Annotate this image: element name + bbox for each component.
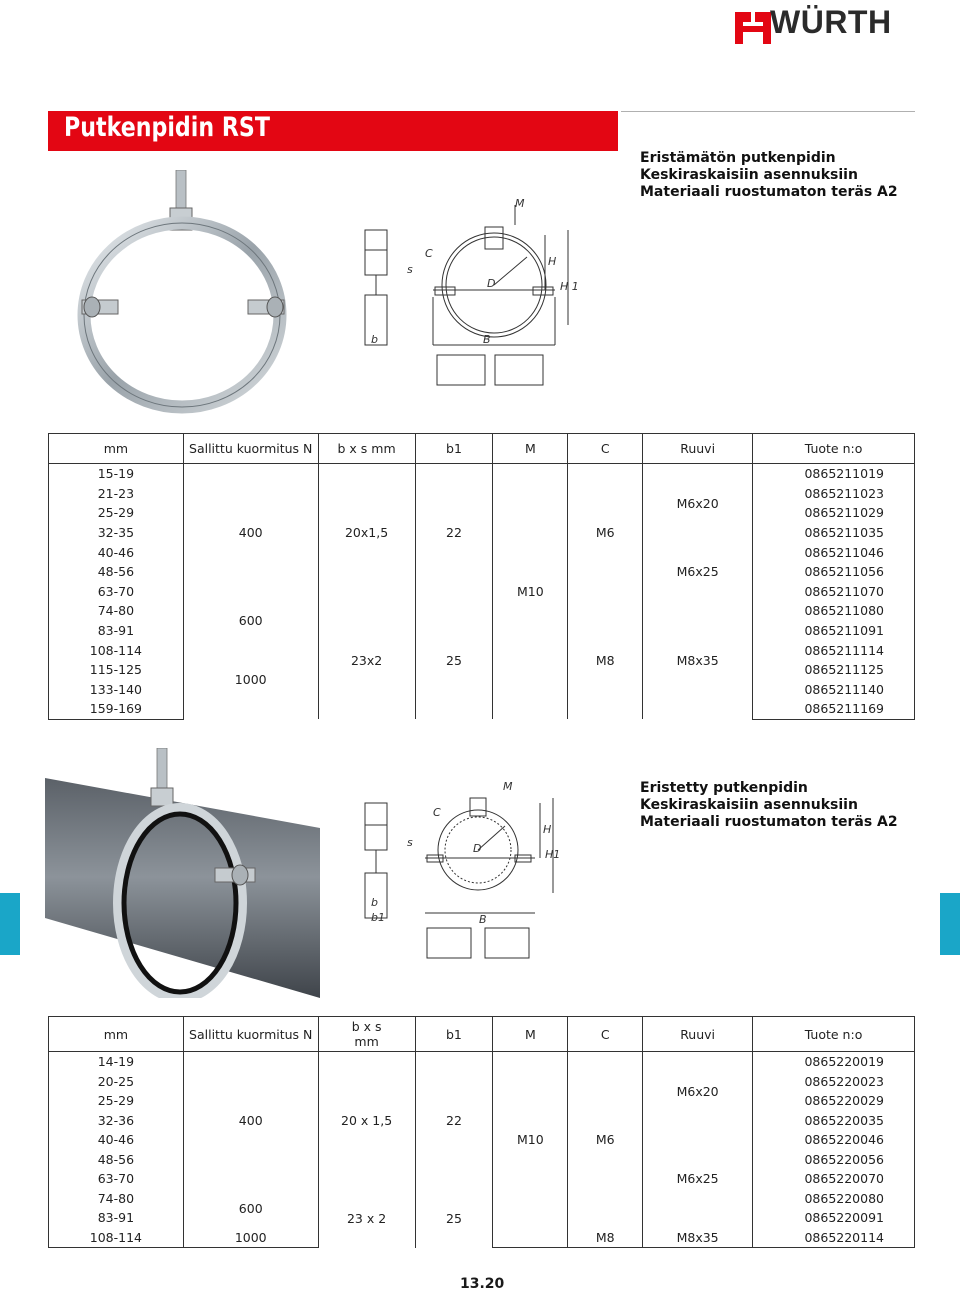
m-cell: M10: [493, 464, 568, 720]
bxs-cell: 20 x 1,5: [318, 1052, 415, 1189]
product-code: 0865211125: [753, 660, 915, 680]
size-cell: 20-25: [49, 1072, 184, 1092]
load-cell: 400: [183, 1052, 318, 1189]
product-code: 0865220056: [753, 1150, 915, 1170]
bxs-cell: 20x1,5: [318, 464, 415, 602]
m-cell: [493, 1228, 568, 1248]
col-header: Sallittu kuormitus N: [183, 1017, 318, 1052]
size-cell: 133-140: [49, 680, 184, 700]
dim-label: b1: [371, 911, 385, 924]
col-header: Sallittu kuormitus N: [183, 434, 318, 464]
col-header: M: [493, 434, 568, 464]
b1-cell: 22: [415, 464, 493, 602]
size-cell: 115-125: [49, 660, 184, 680]
desc-line: Keskiraskaisiin asennuksiin: [640, 167, 858, 183]
size-cell: 83-91: [49, 1208, 184, 1228]
screw-cell: M8x35: [643, 1228, 753, 1248]
size-cell: 14-19: [49, 1052, 184, 1072]
table-header-row: [49, 434, 915, 464]
dim-label: H: [548, 255, 557, 268]
wurth-logo-icon: [733, 8, 773, 48]
product-code: 0865220114: [753, 1228, 915, 1248]
page-number: 13.20: [460, 1276, 505, 1292]
technical-drawing-1: [355, 195, 580, 390]
size-cell: 74-80: [49, 601, 184, 621]
product-code: 0865211056: [753, 562, 915, 582]
size-cell: 48-56: [49, 562, 184, 582]
dim-label: D: [487, 277, 496, 290]
section2-description: [640, 780, 898, 831]
product-code: 0865211080: [753, 601, 915, 621]
dim-label: s: [407, 263, 413, 276]
size-cell: 15-19: [49, 464, 184, 484]
col-header: M: [493, 1017, 568, 1052]
dim-label: B: [483, 333, 491, 346]
product-code: 0865220091: [753, 1208, 915, 1228]
dim-label: B: [479, 913, 487, 926]
side-tab-left: [0, 893, 20, 955]
product-code: 0865211029: [753, 503, 915, 523]
dim-label: s: [407, 836, 413, 849]
dim-label: C: [425, 247, 433, 260]
c-cell: M8: [568, 601, 643, 719]
product-code: 0865220046: [753, 1130, 915, 1150]
b1-cell: 22: [415, 1052, 493, 1189]
col-header: b1: [415, 1017, 493, 1052]
table-row: [49, 1189, 915, 1209]
screw-cell: M6x25: [643, 542, 753, 601]
insulated-clamp-photo: [45, 748, 325, 998]
product-code: 0865211023: [753, 484, 915, 504]
c-cell: M6: [568, 464, 643, 602]
desc-line: Keskiraskaisiin asennuksiin: [640, 797, 858, 813]
product-code: 0865220029: [753, 1091, 915, 1111]
product-code: 0865211140: [753, 680, 915, 700]
col-header: Tuote n:o: [753, 434, 915, 464]
c-cell: M8: [568, 1228, 643, 1248]
product-code: 0865220019: [753, 1052, 915, 1072]
product-code: 0865211046: [753, 542, 915, 562]
size-cell: 83-91: [49, 621, 184, 641]
table-row: [49, 1052, 915, 1072]
dim-label: D: [473, 842, 482, 855]
product-code: 0865220080: [753, 1189, 915, 1209]
m-cell: M10: [493, 1052, 568, 1228]
col-header: Ruuvi: [643, 1017, 753, 1052]
table-header-row: [49, 1017, 915, 1052]
desc-line: Eristetty putkenpidin: [640, 780, 808, 796]
product-code: 0865211019: [753, 464, 915, 484]
size-cell: 48-56: [49, 1150, 184, 1170]
size-cell: 108-114: [49, 1228, 184, 1248]
product-code: 0865211169: [753, 699, 915, 719]
col-header: b x s mm: [318, 1017, 415, 1052]
desc-line: Materiaali ruostumaton teräs A2: [640, 184, 898, 200]
c-cell: M6: [568, 1052, 643, 1228]
screw-cell: M8x35: [643, 601, 753, 719]
load-cell: 1000: [183, 640, 318, 719]
side-tab-right: [940, 893, 960, 955]
screw-cell: M6x20: [643, 1052, 753, 1131]
size-cell: 159-169: [49, 699, 184, 719]
screw-cell: M6x20: [643, 464, 753, 543]
page-title: Putkenpidin RST: [64, 112, 270, 143]
spec-table-uninsulated: [48, 433, 915, 720]
col-header: mm: [49, 1017, 184, 1052]
product-code: 0865211070: [753, 582, 915, 602]
size-cell: 21-23: [49, 484, 184, 504]
product-code: 0865211035: [753, 523, 915, 543]
size-cell: 25-29: [49, 503, 184, 523]
spec-table-insulated: [48, 1016, 915, 1248]
dim-label: H1: [545, 848, 561, 861]
product-code: 0865220035: [753, 1111, 915, 1131]
screw-cell: M6x25: [643, 1130, 753, 1228]
col-header: mm: [49, 434, 184, 464]
size-cell: 32-35: [49, 523, 184, 543]
pipe-clamp-photo: [70, 170, 310, 420]
size-cell: 40-46: [49, 1130, 184, 1150]
col-header: b1: [415, 434, 493, 464]
product-code: 0865220070: [753, 1169, 915, 1189]
dim-label: M: [503, 780, 513, 793]
product-code: 0865211114: [753, 640, 915, 660]
dim-label: H 1: [560, 280, 579, 293]
col-header: C: [568, 434, 643, 464]
product-code: 0865211091: [753, 621, 915, 641]
table-row: [49, 464, 915, 484]
load-cell: 600: [183, 601, 318, 640]
dim-label: M: [515, 197, 525, 210]
title-divider: [621, 111, 915, 112]
desc-line: Eristämätön putkenpidin: [640, 150, 836, 166]
size-cell: 40-46: [49, 542, 184, 562]
size-cell: 108-114: [49, 640, 184, 660]
b1-cell: 25: [415, 601, 493, 719]
col-header: Tuote n:o: [753, 1017, 915, 1052]
technical-drawing-2: [355, 778, 565, 963]
dim-label: H: [543, 823, 552, 836]
load-cell: 1000: [183, 1228, 318, 1248]
size-cell: 74-80: [49, 1189, 184, 1209]
table-row: [49, 601, 915, 621]
load-cell: 600: [183, 1189, 318, 1228]
b1-cell: 25: [415, 1189, 493, 1248]
col-header: Ruuvi: [643, 434, 753, 464]
brand-name: WÜRTH: [770, 4, 892, 40]
section1-description: [640, 150, 898, 201]
dim-label: C: [433, 806, 441, 819]
bxs-cell: 23x2: [318, 601, 415, 719]
dim-label: b: [371, 333, 378, 346]
size-cell: 63-70: [49, 582, 184, 602]
size-cell: 63-70: [49, 1169, 184, 1189]
desc-line: Materiaali ruostumaton teräs A2: [640, 814, 898, 830]
size-cell: 25-29: [49, 1091, 184, 1111]
dim-label: b: [371, 896, 378, 909]
product-code: 0865220023: [753, 1072, 915, 1092]
load-cell: 400: [183, 464, 318, 602]
size-cell: 32-36: [49, 1111, 184, 1131]
col-header: C: [568, 1017, 643, 1052]
bxs-cell: 23 x 2: [318, 1189, 415, 1248]
col-header: b x s mm: [318, 434, 415, 464]
